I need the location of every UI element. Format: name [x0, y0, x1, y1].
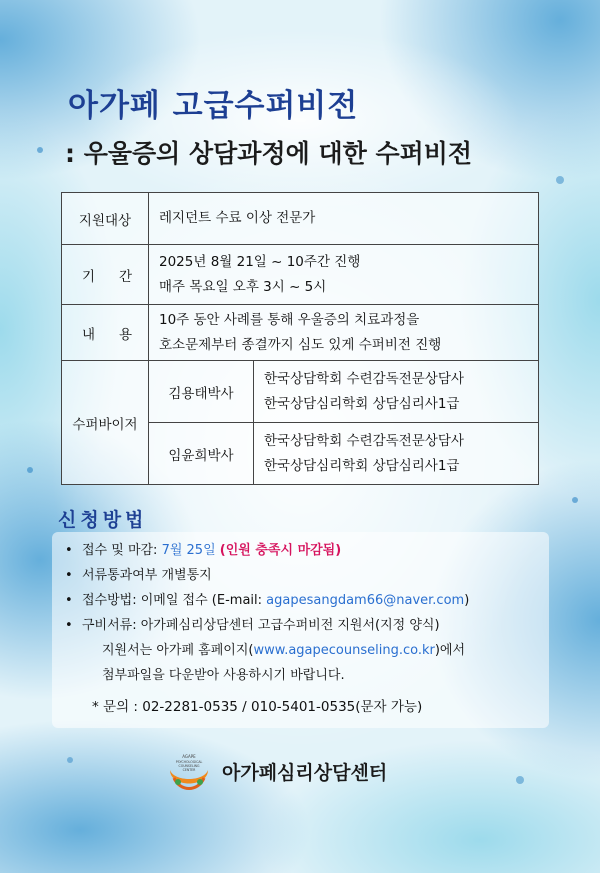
- list-item-deadline: • 접수 및 마감: 7월 25일 (인원 충족시 마감됨): [62, 538, 469, 563]
- deadline-date: 7월 25일: [161, 543, 216, 558]
- period-value: 2025년 8월 21일 ~ 10주간 진행 매주 목요일 오후 3시 ~ 5시: [149, 245, 539, 305]
- agape-logo-icon: [166, 752, 212, 796]
- table-row-target: [62, 193, 539, 245]
- program-info-table: [61, 192, 539, 485]
- list-item-documents: • 구비서류: 아가페심리상담센터 고급수퍼비전 지원서(지정 양식) 지원서는 아가페 홈페이지(www.agapecounseling.co.kr)에서 첨부파일을 다운받아 사용하시기 바랍니다.: [62, 613, 469, 688]
- period-label: 기 간: [62, 245, 149, 305]
- list-item-method: • 접수방법: 이메일 접수 (E-mail: agapesangdam66@naver.com): [62, 588, 469, 613]
- website-link[interactable]: www.agapecounseling.co.kr: [253, 643, 435, 658]
- page-title: 아가페 고급수퍼비전: [68, 88, 359, 124]
- svg-text:CENTER: CENTER: [182, 768, 196, 772]
- target-value: 레지던트 수료 이상 전문가: [149, 193, 539, 245]
- supervisor-name: 임윤희박사: [149, 423, 254, 485]
- content-label: 내 용: [62, 305, 149, 361]
- list-item-notice: • 서류통과여부 개별통지: [62, 563, 469, 588]
- table-row-content: [62, 305, 539, 361]
- inquiry-contact: * 문의 : 02-2281-0535 / 010-5401-0535(문자 가능): [92, 699, 423, 715]
- table-row-period: [62, 245, 539, 305]
- svg-text:PSYCHOLOGICAL: PSYCHOLOGICAL: [175, 760, 203, 764]
- apply-list: [62, 538, 469, 688]
- table-row-supervisor-1: [62, 361, 539, 423]
- svg-text:AGAPE: AGAPE: [182, 754, 196, 759]
- content-value: 10주 동안 사례를 통해 우울증의 치료과정을 호소문제부터 종결까지 심도 있게 수퍼비전 진행: [149, 305, 539, 361]
- org-logo-block: [166, 752, 426, 796]
- apply-section-title: 신청방법: [58, 509, 148, 531]
- deadline-note: (인원 충족시 마감됨): [219, 543, 342, 558]
- org-name: 아가페심리상담센터: [222, 762, 388, 784]
- target-label: 지원대상: [62, 193, 149, 245]
- supervisor-credentials: 한국상담학회 수련감독전문상담사 한국상담심리학회 상담심리사1급: [254, 361, 539, 423]
- svg-text:COUNSELING: COUNSELING: [178, 764, 200, 768]
- supervisor-name: 김용태박사: [149, 361, 254, 423]
- supervisor-credentials: 한국상담학회 수련감독전문상담사 한국상담심리학회 상담심리사1급: [254, 423, 539, 485]
- email-link[interactable]: agapesangdam66@naver.com: [266, 593, 465, 608]
- supervisor-label: 수퍼바이저: [62, 361, 149, 485]
- page-subtitle: : 우울증의 상담과정에 대한 수퍼비전: [65, 139, 473, 168]
